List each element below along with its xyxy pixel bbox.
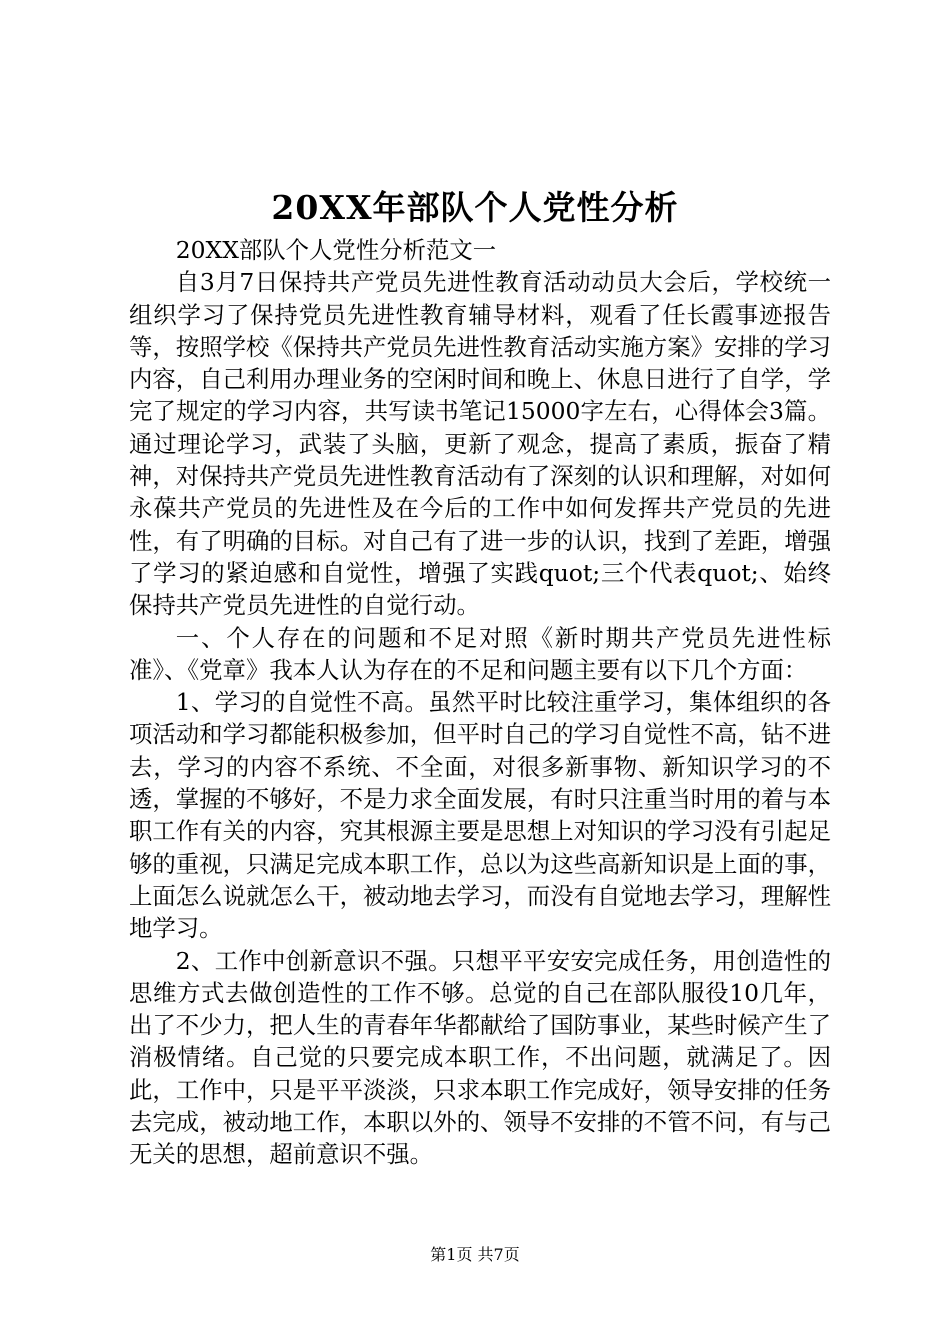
- paragraph-section-heading: 一、个人存在的问题和不足对照《新时期共产党员先进性标准》、《党章》我本人认为存在的不足和问题主要有以下几个方面：: [129, 623, 831, 684]
- paragraph-point-1: 1、学习的自觉性不高。虽然平时比较注重学习，集体组织的各项活动和学习都能积极参加，但平时自己的学习自觉性不高，钻不进去，学习的内容不系统、不全面，对很多新事物、新知识学习的不透，掌握的不够好，不是力求全面发展，有时只注重当时用的着与本职工作有关的内容，究其根源主要是思想上对知识的学习没有引起足够的重视，只满足完成本职工作，总以为这些高新知识是上面的事，上面怎么说就怎么干，被动地去学习，而没有自觉地去学习，理解性地学习。: [129, 688, 831, 943]
- document-subtitle: 20XX部队个人党性分析范文一: [175, 236, 497, 264]
- document-body: [129, 234, 831, 1171]
- page-footer: 第1页 共7页: [430, 1245, 520, 1264]
- paragraph-point-2: 2、工作中创新意识不强。只想平平安安完成任务，用创造性的思维方式去做创造性的工作不够。总觉的自己在部队服役10几年，出了不少力，把人生的青春年华都献给了国防事业，某些时候产生了消极情绪。自己觉的只要完成本职工作，不出问题，就满足了。因此，工作中，只是平平淡淡，只求本职工作完成好，领导安排的任务去完成，被动地工作，本职以外的、领导不安排的不管不问，有与己无关的思想，超前意识不强。: [129, 946, 831, 1169]
- paragraph-intro: 自3月7日保持共产党员先进性教育活动动员大会后，学校统一组织学习了保持党员先进性教育辅导材料，观看了任长霞事迹报告等，按照学校《保持共产党员先进性教育活动实施方案》安排的学习内容，自己利用办理业务的空闲时间和晚上、休息日进行了自学，学完了规定的学习内容，共写读书笔记15000字左右，心得体会3篇。通过理论学习，武装了头脑，更新了观念，提高了素质，振奋了精神，对保持共产党员先进性教育活动有了深刻的认识和理解，对如何永葆共产党员的先进性及在今后的工作中如何发挥共产党员的先进性，有了明确的目标。对自己有了进一步的认识，找到了差距，增强了学习的紧迫感和自觉性，增强了实践quot;三个代表quot;、始终保持共产党员先进性的自觉行动。: [129, 268, 831, 620]
- document-title: 20XX年部队个人党性分析: [271, 188, 679, 227]
